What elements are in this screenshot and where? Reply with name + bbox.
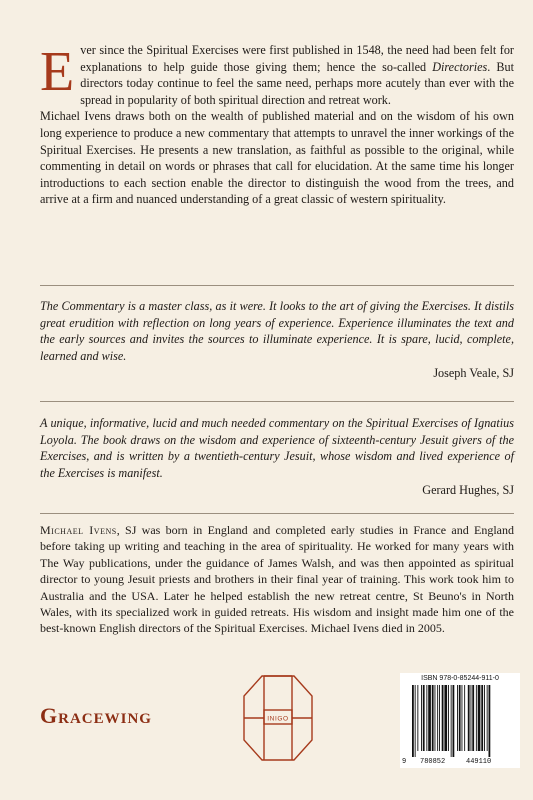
- barcode-bar: [417, 685, 418, 751]
- barcode-digits-right: 449110: [466, 758, 492, 766]
- barcode-bar: [435, 685, 436, 751]
- barcode-bar: [472, 685, 474, 751]
- barcode-bar: [451, 685, 452, 757]
- barcode-bar: [448, 685, 449, 751]
- barcode-bars: [404, 685, 516, 757]
- barcode-bar: [478, 685, 481, 751]
- divider-rule: [40, 401, 514, 402]
- barcode-bar: [412, 685, 414, 757]
- review-quote-1: [40, 298, 514, 382]
- barcode-bar: [481, 685, 483, 751]
- logo-text: INIGO: [267, 715, 289, 723]
- barcode-bar: [439, 685, 440, 751]
- blurb-paragraph-2: Michael Ivens draws both on the wealth of published material and on the wisdom of his own long experience to produce a new commentary that attempts to unravel the inner workings of the Spiritual Exercises. He presents a new translation, as faithful as possible to the original, while commenting in detail on words or phrases that call for elucidation. At the same time his longer introductions to each section enable the director to distinguish the wood from the trees, and arrive at a firm and nuanced understanding of a great classic of western spirituality.: [40, 109, 514, 207]
- bio-text: , SJ was born in England and completed early studies in France and England before taking up writing and teaching in the area of spirituality. He worked for many years with The Way publications, under the guidance of James Walsh, and was then appointed as spiritual director to young Jesuit priests and brothers in their final year of training. This work took him to Australia and the USA. Later he helped establish the new retreat centre, St Beuno's in North Wales, with its specialized work in guided retreats. His wisdom and insight made him one of the best-known English directors of the Spiritual Exercises. Michael Ivens died in 2005.: [40, 523, 514, 636]
- author-bio: [40, 522, 514, 637]
- barcode: [400, 673, 520, 768]
- barcode-bar: [423, 685, 425, 751]
- quote-text: The Commentary is a master class, as it were. It looks to the art of giving the Exercises. It distils great erudition with reflection on long years of experience. Experience illuminates the text and the early sources and invites the sources to illuminate experience. It is spare, lucid, complete, learned and wise.: [40, 299, 514, 363]
- barcode-bar: [432, 685, 434, 751]
- barcode-bar: [442, 685, 444, 751]
- quote-text: A unique, informative, lucid and much needed commentary on the Spiritual Exercises of Ignatius Loyola. The book draws on the wisdom and experience of sixteenth-century Jesuit givers of the Exercises, and is written by a twentieth-century Jesuit, whose wisdom and lived experience of the Exercises is manifest.: [40, 416, 514, 480]
- divider-rule: [40, 513, 514, 514]
- review-quote-2: [40, 415, 514, 499]
- barcode-bar: [426, 685, 427, 751]
- barcode-bar: [444, 685, 447, 751]
- barcode-bar: [457, 685, 458, 751]
- barcode-bar: [471, 685, 472, 751]
- divider-rule: [40, 285, 514, 286]
- author-name: Michael Ivens: [40, 523, 117, 537]
- barcode-bar: [459, 685, 461, 751]
- barcode-bar: [462, 685, 463, 751]
- barcode-bar: [415, 685, 416, 757]
- barcode-bar: [421, 685, 422, 751]
- directories-term: Directories: [432, 59, 488, 74]
- publisher-name: Gracewing: [40, 703, 152, 728]
- blurb-intro: [40, 42, 514, 208]
- barcode-digits-left: 780852: [420, 758, 446, 766]
- barcode-bar: [428, 685, 431, 751]
- barcode-bar: [437, 685, 438, 751]
- barcode-bar: [476, 685, 477, 751]
- quote-author: Joseph Veale, SJ: [433, 366, 514, 381]
- barcode-bar: [453, 685, 455, 757]
- barcode-bar: [464, 685, 465, 751]
- barcode-bar: [487, 685, 488, 751]
- quote-author: Gerard Hughes, SJ: [422, 483, 514, 498]
- barcode-bar: [484, 685, 485, 751]
- drop-cap: E: [40, 41, 75, 103]
- barcode-bar: [489, 685, 491, 757]
- barcode-lead-digit: 9: [402, 758, 407, 766]
- publisher-logo-icon: [240, 672, 316, 764]
- isbn-label: ISBN 978-0-85244-911-0: [421, 675, 499, 682]
- barcode-bar: [468, 685, 470, 751]
- blurb-paragraph-1: Ever since the Spiritual Exercises were first published in 1548, the need had been felt for explanations to help guide those giving them; hence the so-called Directories. But directors today continue to feel the same need, perhaps more acutely than ever with the spread in popularity of both spiritual direction and retreat work.: [40, 41, 515, 107]
